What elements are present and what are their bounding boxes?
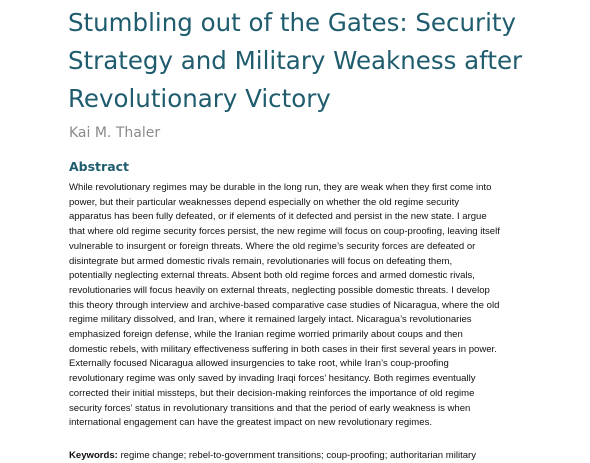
abstract-heading: Abstract [69, 159, 130, 174]
author-name: Kai M. Thaler [69, 125, 161, 141]
abstract-line: power, but their particular weaknesses depend especially on whether the old regime security [69, 196, 460, 208]
abstract-line: Externally focused Nicaragua allowed insurgencies to take root, while Iran’s coup-proofing [69, 358, 449, 370]
abstract-line: revolutionaries will focus heavily on external threats, neglecting possible domestic threats. I develop [69, 284, 490, 296]
title-line: Revolutionary Victory [68, 84, 331, 113]
abstract-line: vulnerable to insurgent or foreign threats. Where the old regime’s security forces are defeated or [69, 240, 476, 252]
abstract-line: apparatus has been fully defeated, or if elements of it defected and persist in the new state. I argue [69, 211, 487, 223]
abstract-line: international engagement can have the greatest impact on new revolutionary regimes. [69, 417, 432, 429]
abstract-line: corrected their initial missteps, but their decision-making reinforces the importance of old regime [69, 387, 475, 399]
abstract-line: potentially neglecting external threats. Absent both old regime forces and armed domestic rivals, [69, 270, 475, 282]
title-line: Strategy and Military Weakness after [68, 46, 523, 75]
keywords-text: regime change; rebel-to-government transitions; coup-proofing; authoritarian military [117, 450, 476, 461]
title-line: Stumbling out of the Gates: Security [68, 8, 516, 37]
abstract-line: security forces’ status in revolutionary transitions and that the period of early weakness is when [69, 402, 471, 414]
abstract-line: this theory through interview and archive-based comparative case studies of Nicaragua, where the old [69, 299, 500, 311]
abstract-line: revolutionary regime was only saved by invading Iraqi forces’ hesitancy. Both regimes eventually [69, 373, 476, 385]
abstract-line: domestic rebels, with military effectiveness suffering in both cases in their first several years in power. [69, 343, 497, 355]
abstract-line: regime military dissolved, and Iran, where it remained largely intact. Nicaragua’s revolutionaries [69, 314, 472, 326]
abstract-line: emphasized foreign defense, while the Iranian regime worried primarily about coups and then [69, 329, 463, 341]
abstract-line: that where old regime security forces persist, the new regime will focus on coup-proofing, leaving itself [69, 226, 500, 238]
keywords-label: Keywords: [69, 450, 118, 461]
abstract-body [69, 181, 527, 431]
abstract-line: disintegrate but armed domestic rivals remain, revolutionaries will focus on defeating them, [69, 255, 453, 267]
paper-title [68, 4, 568, 118]
abstract-line: While revolutionary regimes may be durable in the long run, they are weak when they first come into [69, 182, 492, 193]
keywords [69, 449, 529, 463]
